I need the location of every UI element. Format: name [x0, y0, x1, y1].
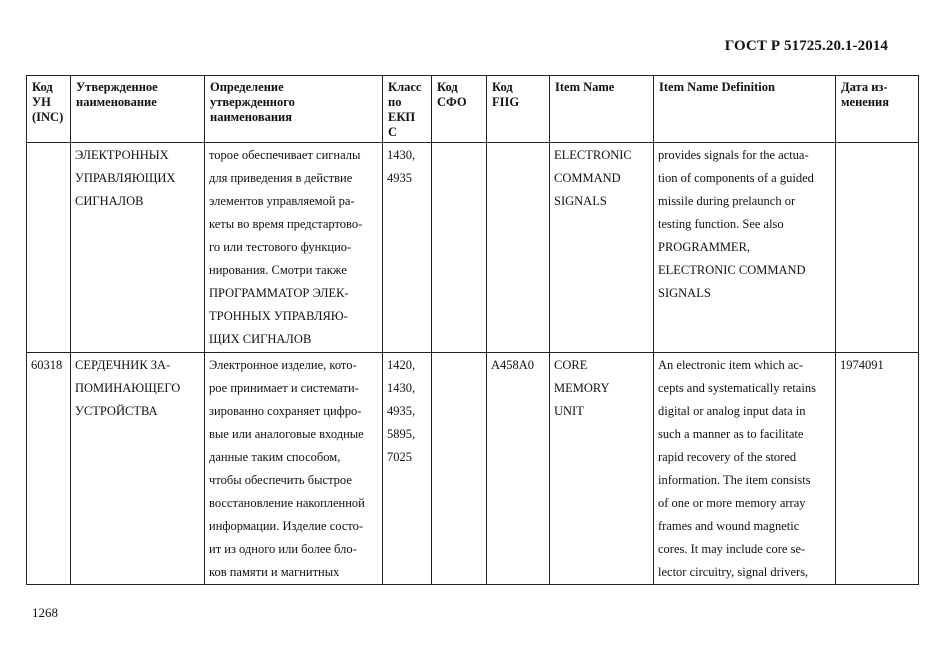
text-line: such a manner as to facilitate: [658, 427, 804, 441]
text-line: Код: [32, 80, 53, 94]
text-line: Дата из-: [841, 80, 888, 94]
header-definition-ru: [205, 76, 383, 143]
table-header-row: [27, 76, 919, 143]
text-line: ELECTRONIC: [554, 148, 632, 162]
cell-inc: [27, 353, 71, 585]
text-line: УПРАВЛЯЮЩИХ: [75, 171, 176, 185]
text-line: наименования: [210, 110, 293, 124]
text-line: SIGNALS: [658, 286, 711, 300]
cell-item-definition: [654, 143, 836, 353]
cell-date: [836, 143, 919, 353]
text-line: An electronic item which ac-: [658, 358, 804, 372]
text-line: ПРОГРАММАТОР ЭЛЕК-: [209, 286, 349, 300]
text-line: cores. It may include core se-: [658, 542, 806, 556]
text-line: cepts and systematically retains: [658, 381, 816, 395]
header-name-ru: [71, 76, 205, 143]
text-line: 4935: [387, 171, 412, 185]
text-line: 60318: [31, 358, 63, 372]
text-line: MEMORY: [554, 381, 610, 395]
cell-name-ru: [71, 143, 205, 353]
text-line: 1974091: [840, 358, 884, 372]
text-line: ков памяти и магнитных: [209, 565, 340, 579]
text-line: ПОМИНАЮЩЕГО: [75, 381, 181, 395]
text-line: 4935,: [387, 404, 416, 418]
text-line: УН: [32, 95, 51, 109]
text-line: of one or more memory array: [658, 496, 806, 510]
cell-item-definition: [654, 353, 836, 585]
text-line: УСТРОЙСТВА: [75, 404, 158, 418]
cell-item-name: [550, 353, 654, 585]
text-line: A458A0: [491, 358, 535, 372]
text-line: Утвержденное: [76, 80, 158, 94]
text-line: данные таким способом,: [209, 450, 341, 464]
text-line: торое обеспечивает сигналы: [209, 148, 361, 162]
text-line: Электронное изделие, кото-: [209, 358, 357, 372]
text-line: lector circuitry, signal drivers,: [658, 565, 809, 579]
header-date: [836, 76, 919, 143]
text-line: менения: [841, 95, 889, 109]
text-line: (INC): [32, 110, 64, 124]
text-line: PROGRAMMER,: [658, 240, 751, 254]
text-line: для приведения в действие: [209, 171, 353, 185]
text-line: ELECTRONIC COMMAND: [658, 263, 806, 277]
header-item-definition: [654, 76, 836, 143]
text-line: 1420,: [387, 358, 416, 372]
text-line: Item Name: [555, 80, 615, 94]
cell-name-ru: [71, 353, 205, 585]
text-line: COMMAND: [554, 171, 621, 185]
text-line: Код: [492, 80, 513, 94]
cell-fiig: [487, 143, 550, 353]
text-line: рое принимает и системати-: [209, 381, 359, 395]
text-line: нирования. Смотри также: [209, 263, 347, 277]
text-line: восстановление накопленной: [209, 496, 365, 510]
text-line: testing function. See also: [658, 217, 784, 231]
cell-sfo: [432, 353, 487, 585]
text-line: rapid recovery of the stored: [658, 450, 797, 464]
header-item-name: [550, 76, 654, 143]
cell-date: [836, 353, 919, 585]
header-sfo: [432, 76, 487, 143]
text-line: information. The item consists: [658, 473, 811, 487]
text-line: SIGNALS: [554, 194, 607, 208]
text-line: Класс: [388, 80, 422, 94]
page-number: 1268: [32, 605, 58, 620]
cell-definition-ru: [205, 353, 383, 585]
cell-definition-ru: [205, 143, 383, 353]
table-row: [27, 353, 919, 585]
cell-class: [383, 353, 432, 585]
text-line: frames and wound magnetic: [658, 519, 800, 533]
text-line: ЩИХ СИГНАЛОВ: [209, 332, 312, 346]
text-line: 7025: [387, 450, 412, 464]
cell-sfo: [432, 143, 487, 353]
text-line: Item Name Definition: [659, 80, 775, 94]
cell-item-name: [550, 143, 654, 353]
text-line: СФО: [437, 95, 467, 109]
text-line: информации. Изделие состо-: [209, 519, 364, 533]
text-line: наименование: [76, 95, 157, 109]
standard-code: ГОСТ Р 51725.20.1-2014: [724, 38, 888, 54]
text-line: го или тестового функцио-: [209, 240, 352, 254]
header-fiig: [487, 76, 550, 143]
text-line: утвержденного: [210, 95, 295, 109]
table-row: [27, 143, 919, 353]
cell-class: [383, 143, 432, 353]
text-line: CORE: [554, 358, 588, 372]
text-line: ЕКП: [388, 110, 416, 124]
text-line: missile during prelaunch or: [658, 194, 796, 208]
text-line: ТРОННЫХ УПРАВЛЯЮ-: [209, 309, 348, 323]
header-class: [383, 76, 432, 143]
text-line: digital or analog input data in: [658, 404, 806, 418]
text-line: 1430,: [387, 148, 416, 162]
text-line: Определение: [210, 80, 284, 94]
text-line: СИГНАЛОВ: [75, 194, 144, 208]
text-line: СЕРДЕЧНИК ЗА-: [75, 358, 171, 372]
text-line: tion of components of a guided: [658, 171, 814, 185]
text-line: по: [388, 95, 402, 109]
text-line: FIIG: [492, 95, 520, 109]
text-line: элементов управляемой ра-: [209, 194, 355, 208]
data-table: [26, 75, 919, 585]
cell-fiig: [487, 353, 550, 585]
text-line: чтобы обеспечить быстрое: [209, 473, 352, 487]
text-line: UNIT: [554, 404, 584, 418]
text-line: Код: [437, 80, 458, 94]
text-line: provides signals for the actua-: [658, 148, 809, 162]
text-line: 5895,: [387, 427, 416, 441]
cell-inc: [27, 143, 71, 353]
text-line: кеты во время предстартово-: [209, 217, 363, 231]
text-line: зированно сохраняет цифро-: [209, 404, 362, 418]
text-line: вые или аналоговые входные: [209, 427, 364, 441]
text-line: ит из одного или более бло-: [209, 542, 357, 556]
header-inc: [27, 76, 71, 143]
text-line: С: [388, 125, 398, 139]
text-line: 1430,: [387, 381, 416, 395]
text-line: ЭЛЕКТРОННЫХ: [75, 148, 169, 162]
